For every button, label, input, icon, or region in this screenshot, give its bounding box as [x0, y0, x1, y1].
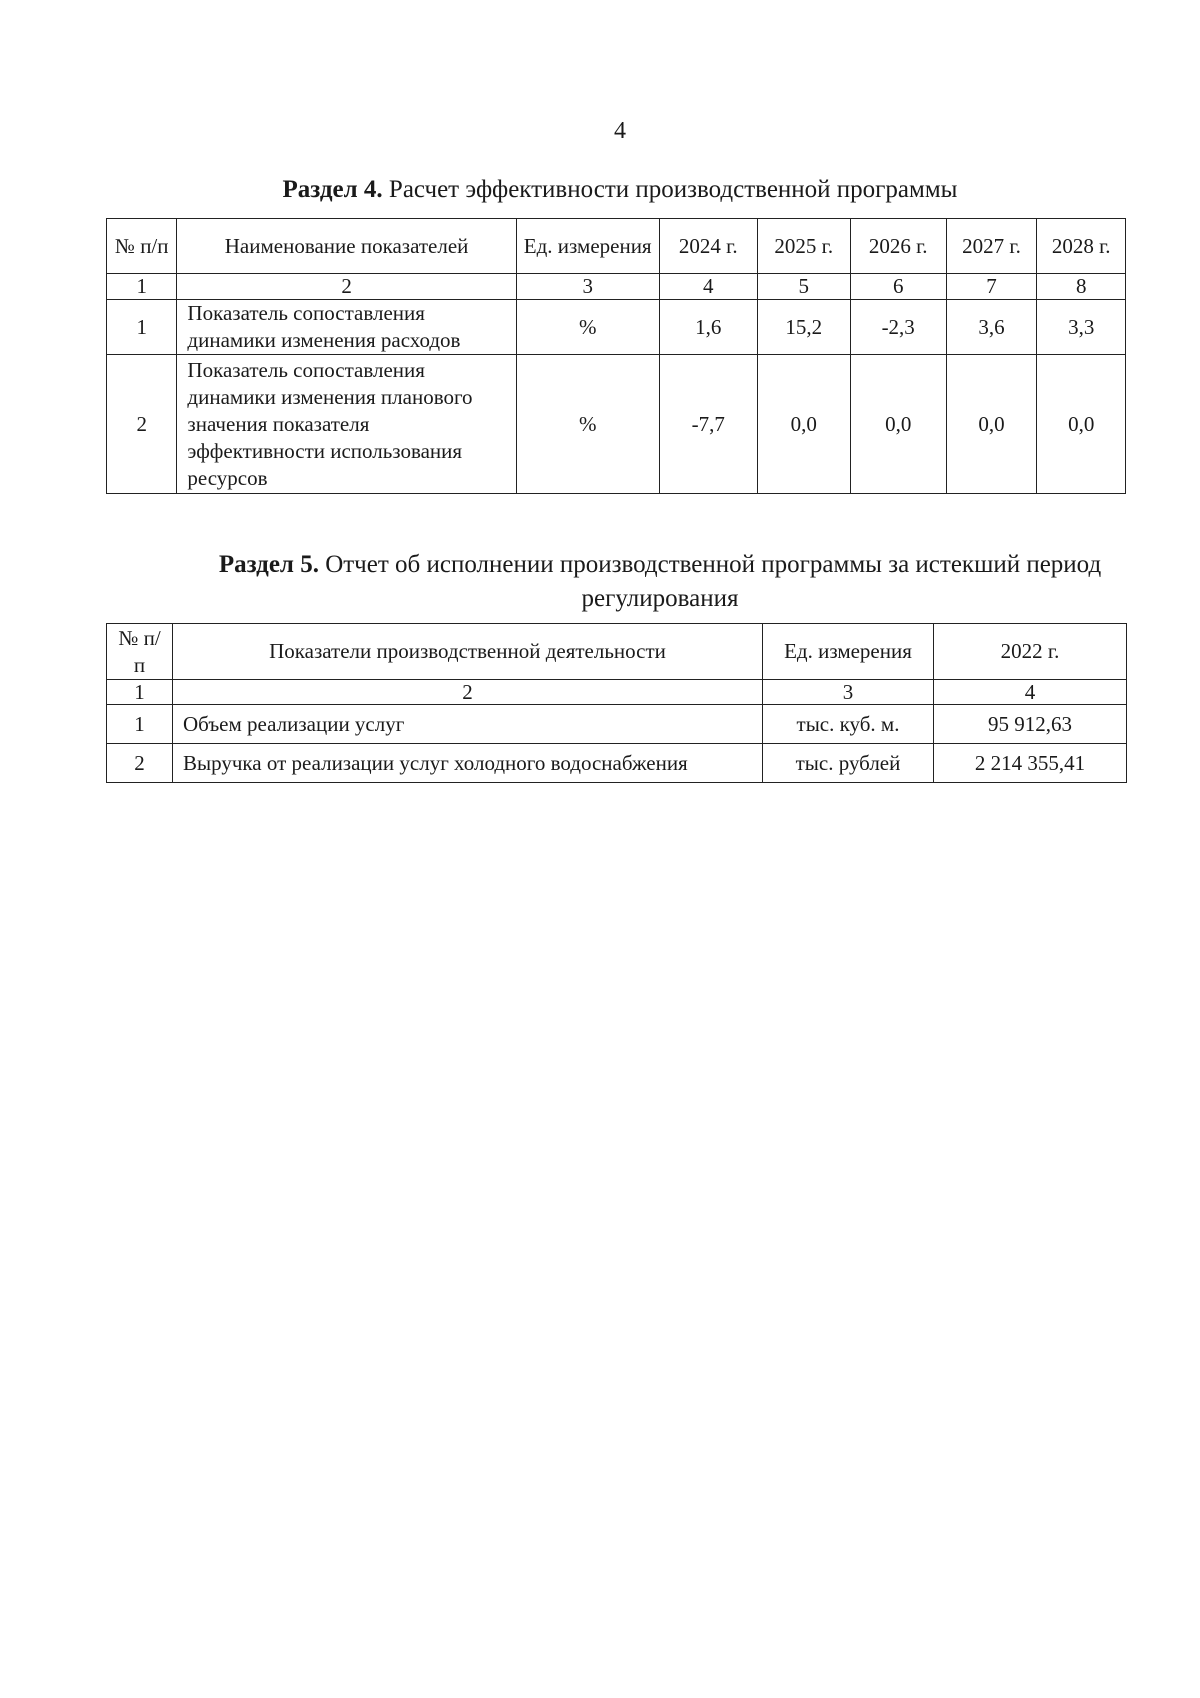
row-value: 3,6 [946, 300, 1037, 355]
row-value: 15,2 [757, 300, 850, 355]
row-name: Выручка от реализации услуг холодного водоснабжения [173, 744, 763, 783]
column-number: 2 [177, 274, 516, 300]
row-value: 95 912,63 [934, 705, 1127, 744]
header-year: 2024 г. [659, 219, 757, 274]
section-4-title-bold: Раздел 4. [282, 176, 383, 203]
header-num: № п/п [107, 624, 173, 680]
column-number: 5 [757, 274, 850, 300]
header-name: Наименование показателей [177, 219, 516, 274]
row-value: 0,0 [1037, 355, 1126, 494]
section-5-title-text: Отчет об исполнении производственной программы за истекший период регулирования [318, 551, 1102, 612]
header-year: 2027 г. [946, 219, 1037, 274]
row-value: -7,7 [659, 355, 757, 494]
header-unit: Ед. измерения [516, 219, 659, 274]
table-header-row [107, 219, 1126, 274]
page-number: 4 [614, 118, 626, 144]
row-num: 1 [107, 300, 177, 355]
column-number: 6 [850, 274, 946, 300]
row-value: 3,3 [1037, 300, 1126, 355]
row-value: 1,6 [659, 300, 757, 355]
row-num: 2 [107, 744, 173, 783]
row-num: 1 [107, 705, 173, 744]
efficiency-table [106, 218, 1126, 494]
row-name: Объем реализации услуг [173, 705, 763, 744]
header-year: 2025 г. [757, 219, 850, 274]
header-year: 2026 г. [850, 219, 946, 274]
section-4-title [100, 173, 1140, 207]
row-value: -2,3 [850, 300, 946, 355]
row-unit: % [516, 300, 659, 355]
header-name: Показатели производственной деятельности [173, 624, 763, 680]
table-row [107, 744, 1127, 783]
row-num: 2 [107, 355, 177, 494]
row-name: Показатель сопоставления динамики изменения расходов [177, 300, 516, 355]
section-4-title-text: Расчет эффективности производственной программы [382, 176, 958, 203]
column-number: 1 [107, 680, 173, 705]
table-header-row [107, 624, 1127, 680]
column-number: 3 [763, 680, 934, 705]
header-year: 2022 г. [934, 624, 1127, 680]
header-num: № п/п [107, 219, 177, 274]
column-number-row [107, 274, 1126, 300]
section-5-title [210, 548, 1110, 616]
row-value: 0,0 [850, 355, 946, 494]
column-number: 4 [934, 680, 1127, 705]
row-unit: тыс. куб. м. [763, 705, 934, 744]
header-unit: Ед. измерения [763, 624, 934, 680]
column-number: 2 [173, 680, 763, 705]
section-5-title-bold: Раздел 5. [218, 551, 319, 578]
row-name: Показатель сопоставления динамики изменения планового значения показателя эффективности использования ресурсов [177, 355, 516, 494]
column-number: 3 [516, 274, 659, 300]
row-unit: % [516, 355, 659, 494]
row-unit: тыс. рублей [763, 744, 934, 783]
table-row [107, 300, 1126, 355]
column-number: 7 [946, 274, 1037, 300]
column-number: 8 [1037, 274, 1126, 300]
column-number-row [107, 680, 1127, 705]
column-number: 4 [659, 274, 757, 300]
table-row [107, 355, 1126, 494]
report-table [106, 623, 1127, 783]
row-value: 2 214 355,41 [934, 744, 1127, 783]
header-year: 2028 г. [1037, 219, 1126, 274]
table-row [107, 705, 1127, 744]
row-value: 0,0 [757, 355, 850, 494]
column-number: 1 [107, 274, 177, 300]
row-value: 0,0 [946, 355, 1037, 494]
